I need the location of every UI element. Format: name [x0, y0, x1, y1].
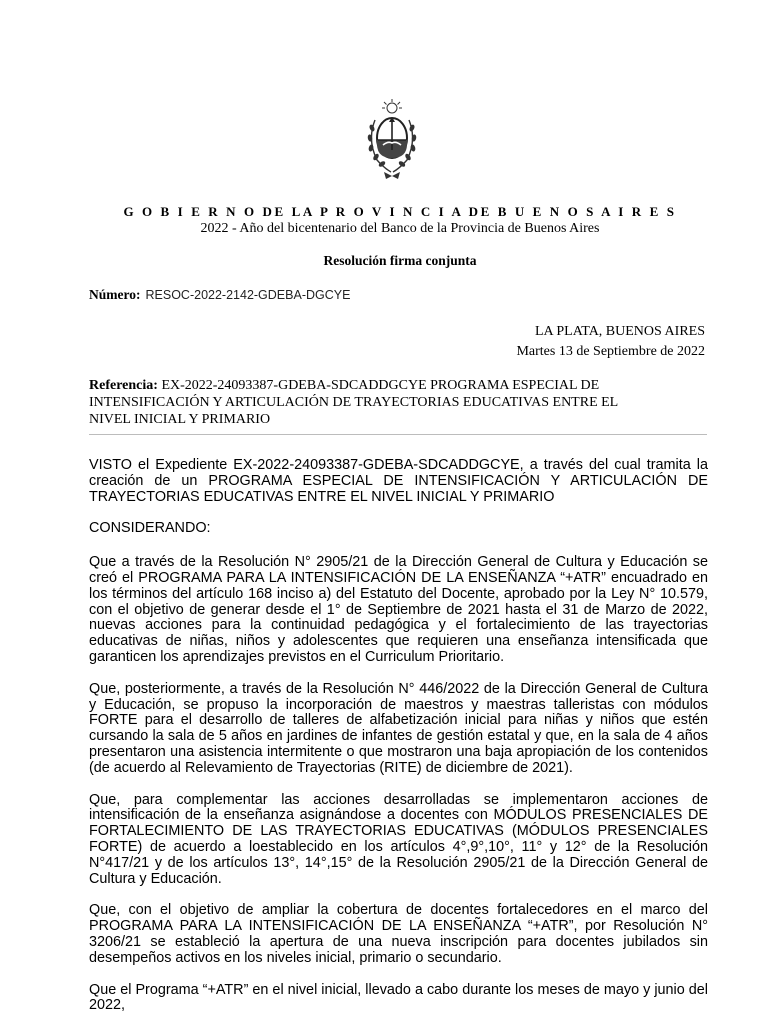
- considerando-paragraph-3: Que, para complementar las acciones desarrolladas se implementaron acciones de intensificación de la enseñanza asignándose a docentes con MÓDULOS PRESENCIALES DE FORTALECIMIENTO DE LAS TRAYECTORIAS EDUCATIVAS (MÓDULOS PRESENCIALES FORTE) de acuerdo a loestablecido en los artículos 4°,9°,10°, 11° y 12° de la Resolución N°417/21 y de los artículos 13°, 14°,15° de la Resolución 2905/21 de la Dirección General de Cultura y Educación.: [89, 791, 708, 887]
- resolution-number-label: Número:: [89, 287, 141, 302]
- reference-text: EX-2022-24093387-GDEBA-SDCADDGCYE PROGRAMA ESPECIAL DE INTENSIFICACIÓN Y ARTICULACIÓN DE TRAYECTORIAS EDUCATIVAS ENTRE EL NIVEL INICIAL Y PRIMARIO: [89, 378, 618, 427]
- year-motto: 2022 - Año del bicentenario del Banco de la Provincia de Buenos Aires: [200, 221, 600, 236]
- document-type: Resolución firma conjunta: [323, 253, 477, 268]
- place: LA PLATA, BUENOS AIRES: [534, 324, 705, 339]
- resolution-number-value: RESOC-2022-2142-GDEBA-DGCYE: [145, 288, 351, 302]
- considerando-heading: CONSIDERANDO:: [89, 520, 211, 537]
- considerando-paragraph-4: Que, con el objetivo de ampliar la cobertura de docentes fortalecedores en el marco del PROGRAMA PARA LA INTENSIFICACIÓN DE LA ENSEÑANZA “+ATR”, por Resolución N° 3206/21 se estableció la apertura de una nueva inscripción para docentes jubilados sin desempeños activos en los niveles inicial, primario o secundario.: [89, 902, 708, 966]
- coat-of-arms-icon: [364, 98, 420, 180]
- considerando-paragraph-1: Que a través de la Resolución N° 2905/21 de la Dirección General de Cultura y Educación se creó el PROGRAMA PARA LA INTENSIFICACIÓN DE LA ENSEÑANZA “+ATR” encuadrado en los términos del artículo 168 inciso a) del Estatuto del Docente, aprobado por la Ley N° 10.579, con el objetivo de generar desde el 1° de Septiembre de 2021 hasta el 31 de Marzo de 2022, nuevas acciones para la continuidad pedagógica y el fortalecimiento de las trayectorias educativas de niñas, niños y adolescentes que requieren una enseñanza intensificada que garanticen los aprendizajes previstos en el Curriculum Prioritario.: [89, 554, 708, 665]
- reference-label: Referencia:: [89, 378, 158, 393]
- visto-paragraph: VISTO el Expediente EX-2022-24093387-GDEBA-SDCADDGCYE, a través del cual tramita la creación de un PROGRAMA ESPECIAL DE INTENSIFICACIÓN Y ARTICULACIÓN DE TRAYECTORIAS EDUCATIVAS ENTRE EL NIVEL INICIAL Y PRIMARIO: [89, 457, 708, 505]
- considerando-paragraph-5: Que el Programa “+ATR” en el nivel inicial, llevado a cabo durante los meses de mayo y junio del 2022,: [89, 981, 708, 1014]
- divider: [89, 434, 707, 435]
- resolution-number: [89, 287, 350, 303]
- reference: [89, 377, 659, 428]
- considerando-paragraph-2: Que, posteriormente, a través de la Resolución N° 446/2022 de la Dirección General de Cultura y Educación, se propuso la incorporación de maestros y maestras talleristas con módulos FORTE para el desarrollo de talleres de alfabetización inicial para niñas y niños que estén cursando la sala de 5 años en jardines de infantes de gestión estatal y que, en la sala de 4 años presentaron una asistencia intermitente o que mostraron una baja apropiación de los contenidos (de acuerdo al Relevamiento de Trayectorias (RITE) de diciembre de 2021).: [89, 680, 708, 776]
- date: Martes 13 de Septiembre de 2022: [516, 344, 705, 359]
- document-body: [89, 458, 708, 1030]
- government-title: G O B I E R N O DE LA P R O V I N C I A DE B U E N O S A I R E S: [123, 204, 677, 219]
